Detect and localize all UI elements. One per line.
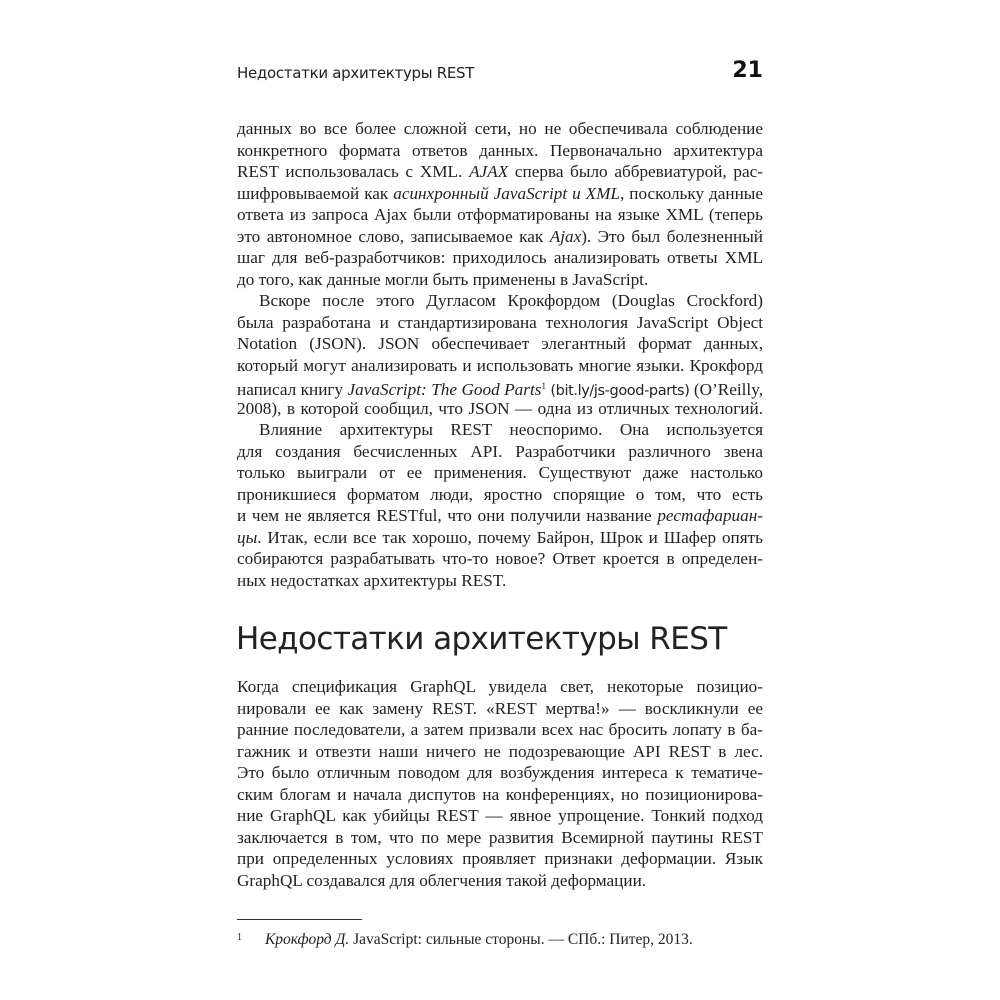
- text-line: [237, 805, 763, 826]
- italic-text: асинхронный JavaScript и XML: [393, 183, 621, 203]
- page-number: 21: [732, 58, 763, 83]
- text-line: [237, 398, 763, 419]
- text-segment: шаг для веб-разработчиков: приходилось анализировать ответы XML: [237, 248, 763, 267]
- text-line: [237, 355, 763, 376]
- text-segment: REST использовалась с XML.: [237, 162, 470, 181]
- text-segment: это автономное слово, записываемое как: [237, 226, 550, 246]
- text-line: [237, 204, 763, 225]
- text-line: [237, 333, 763, 354]
- text-segment: Вскоре после этого Дугласом Крокфордом (Douglas Crockford): [259, 291, 763, 310]
- text-line: [237, 719, 763, 740]
- text-line: [237, 676, 763, 697]
- italic-text: цы: [237, 527, 258, 547]
- text-line: [259, 419, 763, 440]
- text-segment: данных во все более сложной сети, но не обеспечивала соблюдение: [237, 119, 763, 138]
- footnote-text: JavaScript: сильные стороны. — СПб.: Питер, 2013.: [349, 931, 693, 948]
- text-line: [237, 762, 763, 783]
- text-segment: конкретного формата ответов данных. Первоначально архитектура: [237, 140, 763, 160]
- text-segment: Когда спецификация GraphQL увидела свет, некоторые позицио-: [237, 677, 763, 696]
- text-line: [237, 548, 763, 569]
- text-line: [237, 462, 763, 483]
- italic-text: рестафариан-: [657, 506, 763, 525]
- text-line: [237, 183, 763, 204]
- link-text: (bit.ly/js-good-parts): [550, 383, 690, 399]
- text-line: [237, 827, 763, 848]
- text-segment: который могут анализировать и использовать многие языки. Крокфорд: [237, 355, 763, 375]
- text-segment: ответа из запроса Ajax были отформатированы на языке XML (теперь: [237, 205, 763, 224]
- text-segment: , поскольку данные: [620, 183, 763, 203]
- text-line: [237, 570, 763, 591]
- section-heading: Недостатки архитектуры REST: [236, 621, 727, 657]
- footnote-mark: 1: [237, 932, 242, 943]
- text-line: [237, 870, 763, 891]
- text-segment: при определенных условиях проявляет признаки деформации. Язык: [237, 849, 763, 868]
- text-segment: Notation (JSON). JSON обеспечивает элегантный формат данных,: [237, 334, 763, 353]
- text-line: [237, 226, 763, 247]
- text-segment: 2008), в которой сообщил, что JSON — одна из отличных технологий.: [237, 398, 763, 418]
- text-segment: GraphQL создавался для облегчения такой деформации.: [237, 870, 647, 890]
- text-line: [237, 247, 763, 268]
- text-segment: была разработана и стандартизирована технология JavaScript Object: [237, 312, 763, 332]
- text-segment: написал книгу: [237, 380, 348, 399]
- text-segment: ние GraphQL как убийцы REST — явное упрощение. Тонкий подход: [237, 806, 763, 825]
- running-header-title: Недостатки архитектуры REST: [237, 64, 475, 82]
- text-segment: ским блогам и начала диспутов на конференциях, но позиционирова-: [237, 784, 763, 804]
- text-segment: и чем не является RESTful, что они получили название: [237, 506, 658, 525]
- text-segment: . Итак, если все так хорошо, почему Байрон, Шрок и Шафер опять: [257, 527, 763, 547]
- text-segment: сперва было аббревиатурой, рас-: [508, 162, 763, 181]
- text-line: [237, 140, 763, 161]
- italic-text: AJAX: [469, 162, 509, 181]
- italic-text: JavaScript: The Good Parts: [347, 380, 542, 399]
- text-line: [237, 441, 763, 462]
- footnote: [237, 931, 693, 949]
- text-line: [237, 312, 763, 333]
- text-line: [237, 118, 763, 139]
- text-segment: ранние последователи, а затем призвали всех нас бросить лопату в ба-: [237, 720, 763, 739]
- text-segment: проникшиеся форматом люди, яростно спорящие о том, что есть: [237, 484, 763, 504]
- footnote-author: Крокфорд Д.: [265, 931, 350, 948]
- text-segment: до того, как данные могли быть применены в JavaScript.: [237, 269, 649, 289]
- text-segment: ных недостатках архитектуры REST.: [237, 570, 507, 590]
- text-segment: гажник и отвезти наши ничего не подозревающие API REST в лес.: [237, 741, 763, 761]
- text-segment: ). Это был болезненный: [581, 226, 763, 246]
- text-segment: шифровываемой как: [237, 183, 394, 203]
- text-line: [237, 698, 763, 719]
- text-segment: для создания бесчисленных API. Разработчики различного звена: [237, 441, 763, 461]
- text-line: [237, 784, 763, 805]
- text-segment: собираются разрабатывать что-то новое? Ответ кроется в определен-: [237, 549, 763, 568]
- text-line: [237, 269, 763, 290]
- text-segment: заключается в том, что по мере развития Всемирной паутины REST: [237, 827, 763, 847]
- text-line: [237, 848, 763, 869]
- text-line: [259, 290, 763, 311]
- text-segment: Это было отличным поводом для возбуждения интереса к тематиче-: [237, 763, 763, 782]
- text-line: [237, 161, 763, 182]
- text-line: [237, 527, 763, 548]
- text-line: [237, 505, 763, 526]
- footnote-divider: [237, 919, 362, 920]
- text-line: [237, 484, 763, 505]
- text-segment: нировали ее как замену REST. «REST мертва!» — воскликнули ее: [237, 698, 763, 718]
- text-segment: Влияние архитектуры REST неоспоримо. Она используется: [259, 420, 763, 439]
- italic-text: Ajax: [549, 226, 582, 246]
- text-segment: (O’Reilly,: [689, 380, 763, 399]
- text-segment: только выиграли от ее применения. Существуют даже настолько: [237, 463, 763, 482]
- footnote-reference: 1: [541, 381, 546, 391]
- text-line: [237, 741, 763, 762]
